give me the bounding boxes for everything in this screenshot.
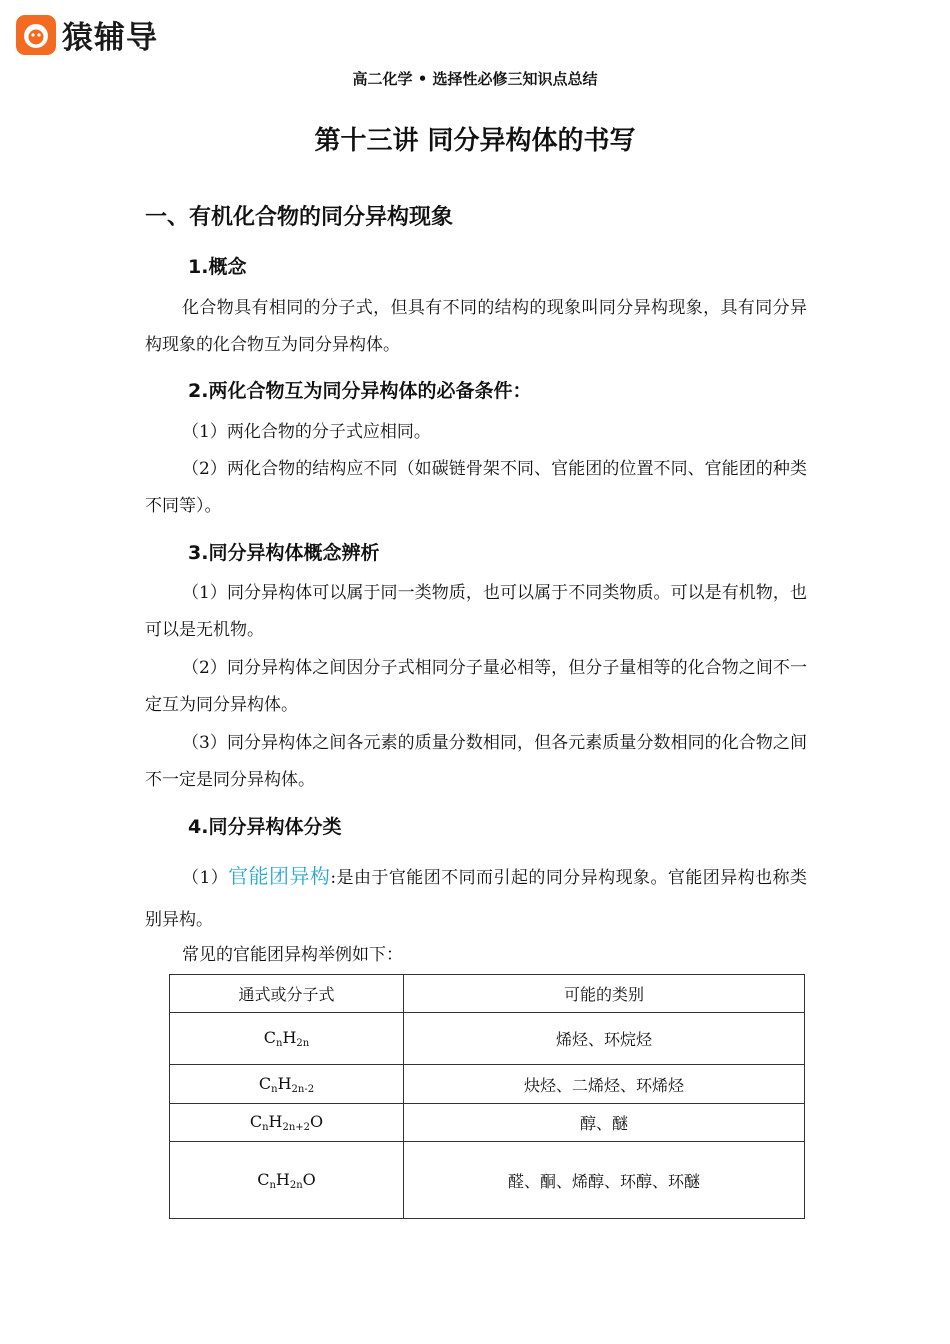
subsection-heading-classification: 4.同分异构体分类 (188, 816, 342, 838)
page-header: 高二化学 • 选择性必修三知识点总结 (352, 70, 598, 88)
classes-cell: 醇、醚 (404, 1104, 805, 1142)
subsection-heading-conditions: 2.两化合物互为同分异构体的必备条件： (188, 380, 532, 402)
classes-cell: 炔烃、二烯烃、环烯烃 (404, 1065, 805, 1104)
subsection-heading-concept: 1.概念 (188, 256, 247, 278)
table-header-classes: 可能的类别 (404, 975, 805, 1013)
table-row (170, 1142, 805, 1219)
formula-cell: $C_nH_{2n-2}$ (170, 1065, 404, 1104)
page-title: 第十三讲 同分异构体的书写 (314, 126, 636, 156)
brand-name: 猿辅导 (62, 20, 158, 56)
formula-cell: $C_nH_{2n}O$ (170, 1142, 404, 1219)
section-heading: 一、有机化合物的同分异构现象 (145, 205, 454, 230)
item-text: :是由于官能团不同而引起的同分异构现象。官能团异构也称类别异构。 (145, 868, 807, 930)
classes-cell: 烯烃、环烷烃 (404, 1013, 805, 1065)
paragraph-table-intro: 常见的官能团异构举例如下： (182, 945, 403, 965)
paragraph-condition-2: （2）两化合物的结构应不同（如碳链骨架不同、官能团的位置不同、官能团的种类不同等）。 (145, 459, 807, 516)
paragraph-analysis-3: （3）同分异构体之间各元素的质量分数相同，但各元素质量分数相同的化合物之间不一定是同分异构体。 (145, 733, 807, 790)
table-header-formula: 通式或分子式 (170, 975, 404, 1013)
classes-cell: 醛、酮、烯醇、环醇、环醚 (404, 1142, 805, 1219)
paragraph-condition-1: （1）两化合物的分子式应相同。 (182, 422, 431, 442)
subsection-heading-analysis: 3.同分异构体概念辨析 (188, 542, 380, 564)
paragraph-analysis-2: （2）同分异构体之间因分子式相同分子量必相等，但分子量相等的化合物之间不一定互为同分异构体。 (145, 658, 807, 715)
paragraph-functional-isomerism (145, 855, 807, 941)
formula-cell: $C_nH_{2n+2}O$ (170, 1104, 404, 1142)
table-row (170, 1013, 805, 1065)
brand-logo (16, 12, 158, 57)
paragraph-concept: 化合物具有相同的分子式，但具有不同的结构的现象叫同分异构现象，具有同分异构现象的化合物互为同分异构体。 (145, 298, 807, 355)
item-number: （1） (182, 868, 229, 888)
table-row (170, 1104, 805, 1142)
highlight-term: 官能团异构 (228, 864, 331, 888)
monkey-logo-icon (16, 15, 56, 55)
table-row (170, 1065, 805, 1104)
formula-cell: $C_nH_{2n}$ (170, 1013, 404, 1065)
isomer-table (169, 974, 805, 1219)
table-header-row (170, 975, 805, 1013)
paragraph-analysis-1: （1）同分异构体可以属于同一类物质，也可以属于不同类物质。可以是有机物，也可以是无机物。 (145, 583, 807, 640)
